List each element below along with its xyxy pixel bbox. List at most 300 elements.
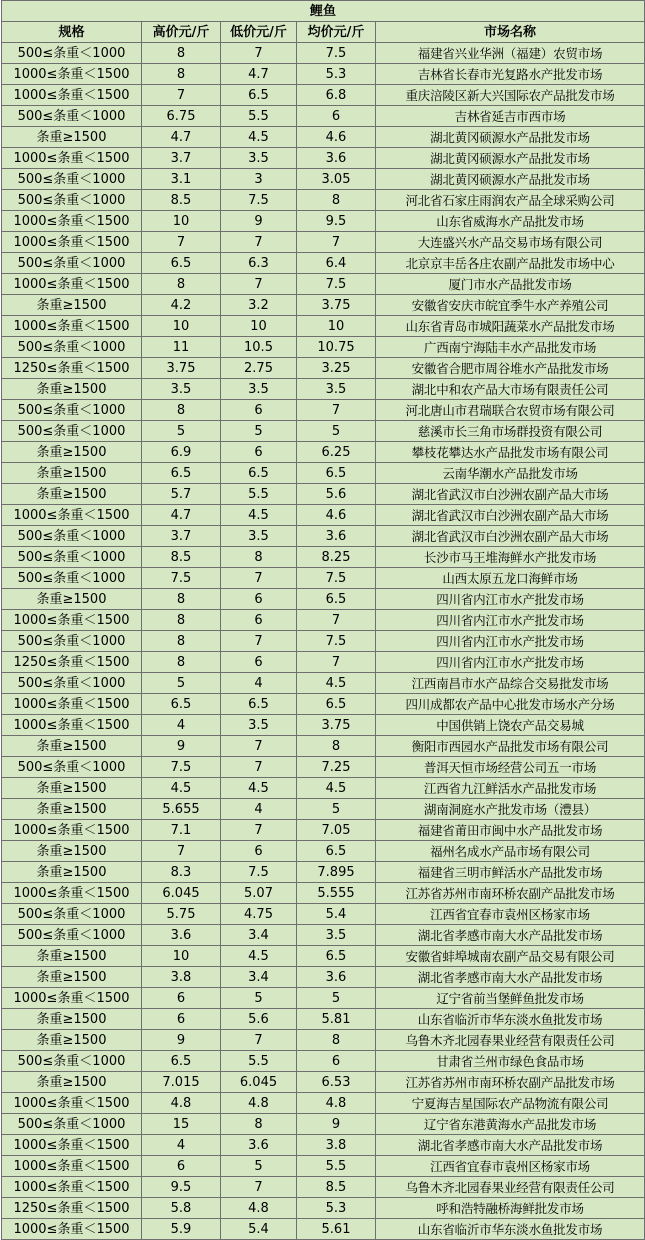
table-row	[2, 631, 645, 652]
avg-price-cell: 4.5	[297, 673, 376, 694]
spec-cell: 500≤条重＜1000	[2, 43, 142, 64]
table-title-row	[2, 1, 645, 22]
high-price-cell: 6.9	[142, 442, 221, 463]
table-row	[2, 400, 645, 421]
avg-price-cell: 6.5	[297, 463, 376, 484]
market-cell: 安徽省蚌埠城南农副产品交易有限公司	[376, 946, 645, 967]
table-row	[2, 757, 645, 778]
avg-price-cell: 3.6	[297, 967, 376, 988]
table-row	[2, 736, 645, 757]
high-price-cell: 6	[142, 988, 221, 1009]
table-row	[2, 295, 645, 316]
market-cell: 湖北中和农产品大市场有限责任公司	[376, 379, 645, 400]
market-cell: 安徽省合肥市周谷堆水产品批发市场	[376, 358, 645, 379]
table-row	[2, 232, 645, 253]
high-price-cell: 3.5	[142, 379, 221, 400]
spec-cell: 500≤条重＜1000	[2, 253, 142, 274]
high-price-cell: 6.75	[142, 106, 221, 127]
table-row	[2, 673, 645, 694]
avg-price-cell: 7.5	[297, 631, 376, 652]
market-cell: 江苏省苏州市南环桥农副产品批发市场	[376, 883, 645, 904]
avg-price-cell: 3.8	[297, 1135, 376, 1156]
table-row	[2, 442, 645, 463]
market-cell: 广西南宁海陆丰水产品批发市场	[376, 337, 645, 358]
spec-cell: 1250≤条重＜1500	[2, 358, 142, 379]
market-cell: 辽宁省东港黄海水产品批发市场	[376, 1114, 645, 1135]
low-price-cell: 9	[221, 211, 297, 232]
avg-price-cell: 3.75	[297, 295, 376, 316]
low-price-cell: 5.5	[221, 1051, 297, 1072]
high-price-cell: 3.6	[142, 925, 221, 946]
low-price-cell: 7	[221, 43, 297, 64]
market-cell: 普洱天恒市场经营公司五一市场	[376, 757, 645, 778]
column-header-spec: 规格	[2, 22, 142, 43]
high-price-cell: 8	[142, 64, 221, 85]
low-price-cell: 8	[221, 547, 297, 568]
low-price-cell: 4	[221, 799, 297, 820]
spec-cell: 条重≥1500	[2, 967, 142, 988]
market-cell: 湖北省武汉市白沙洲农副产品大市场	[376, 505, 645, 526]
market-cell: 福州名成水产品市场有限公司	[376, 841, 645, 862]
spec-cell: 条重≥1500	[2, 379, 142, 400]
high-price-cell: 5.8	[142, 1198, 221, 1219]
avg-price-cell: 6.5	[297, 841, 376, 862]
table-row	[2, 316, 645, 337]
low-price-cell: 6	[221, 589, 297, 610]
market-cell: 大连盛兴水产品交易市场有限公司	[376, 232, 645, 253]
avg-price-cell: 9.5	[297, 211, 376, 232]
spec-cell: 条重≥1500	[2, 946, 142, 967]
avg-price-cell: 4.6	[297, 127, 376, 148]
avg-price-cell: 5.81	[297, 1009, 376, 1030]
market-cell: 山东省临沂市华东淡水鱼批发市场	[376, 1009, 645, 1030]
low-price-cell: 5	[221, 988, 297, 1009]
avg-price-cell: 3.25	[297, 358, 376, 379]
avg-price-cell: 10	[297, 316, 376, 337]
low-price-cell: 4.5	[221, 505, 297, 526]
low-price-cell: 6.5	[221, 463, 297, 484]
low-price-cell: 7	[221, 736, 297, 757]
spec-cell: 500≤条重＜1000	[2, 106, 142, 127]
spec-cell: 500≤条重＜1000	[2, 631, 142, 652]
avg-price-cell: 7.5	[297, 274, 376, 295]
table-row	[2, 127, 645, 148]
table-row	[2, 358, 645, 379]
low-price-cell: 5	[221, 1156, 297, 1177]
low-price-cell: 4.8	[221, 1093, 297, 1114]
avg-price-cell: 7	[297, 232, 376, 253]
market-cell: 湖北省孝感市南大水产品批发市场	[376, 1135, 645, 1156]
low-price-cell: 5	[221, 421, 297, 442]
table-row	[2, 547, 645, 568]
spec-cell: 条重≥1500	[2, 1030, 142, 1051]
table-row	[2, 1009, 645, 1030]
high-price-cell: 5	[142, 421, 221, 442]
spec-cell: 500≤条重＜1000	[2, 925, 142, 946]
column-header-low-price: 低价元/斤	[221, 22, 297, 43]
low-price-cell: 5.5	[221, 106, 297, 127]
market-cell: 攀枝花攀达水产品批发市场有限公司	[376, 442, 645, 463]
low-price-cell: 8	[221, 1114, 297, 1135]
table-row	[2, 505, 645, 526]
high-price-cell: 3.8	[142, 967, 221, 988]
market-cell: 福建省三明市鲜活水产品批发市场	[376, 862, 645, 883]
table-row	[2, 1114, 645, 1135]
avg-price-cell: 7	[297, 610, 376, 631]
low-price-cell: 2.75	[221, 358, 297, 379]
table-row	[2, 652, 645, 673]
market-cell: 福建省莆田市闽中水产品批发市场	[376, 820, 645, 841]
avg-price-cell: 3.5	[297, 925, 376, 946]
low-price-cell: 10	[221, 316, 297, 337]
high-price-cell: 4.8	[142, 1093, 221, 1114]
low-price-cell: 3	[221, 169, 297, 190]
spec-cell: 1250≤条重＜1500	[2, 1198, 142, 1219]
low-price-cell: 7.5	[221, 862, 297, 883]
spec-cell: 条重≥1500	[2, 862, 142, 883]
spec-cell: 1000≤条重＜1500	[2, 1156, 142, 1177]
low-price-cell: 5.07	[221, 883, 297, 904]
avg-price-cell: 6.25	[297, 442, 376, 463]
spec-cell: 500≤条重＜1000	[2, 190, 142, 211]
high-price-cell: 6.045	[142, 883, 221, 904]
table-row	[2, 799, 645, 820]
avg-price-cell: 3.05	[297, 169, 376, 190]
spec-cell: 500≤条重＜1000	[2, 1114, 142, 1135]
low-price-cell: 6	[221, 610, 297, 631]
high-price-cell: 4	[142, 715, 221, 736]
market-cell: 四川省内江市水产批发市场	[376, 652, 645, 673]
avg-price-cell: 7	[297, 400, 376, 421]
market-cell: 衡阳市西园水产品批发市场有限公司	[376, 736, 645, 757]
avg-price-cell: 7.25	[297, 757, 376, 778]
avg-price-cell: 5	[297, 799, 376, 820]
market-cell: 湖南洞庭水产批发市场（澧县）	[376, 799, 645, 820]
table-body	[2, 43, 645, 1240]
low-price-cell: 4.5	[221, 127, 297, 148]
table-row	[2, 841, 645, 862]
market-cell: 河北唐山市君瑞联合农贸市场有限公司	[376, 400, 645, 421]
market-cell: 四川省内江市水产批发市场	[376, 631, 645, 652]
market-cell: 江苏省苏州市南环桥农副产品批发市场	[376, 1072, 645, 1093]
market-cell: 乌鲁木齐北园春果业经营有限责任公司	[376, 1177, 645, 1198]
table-row	[2, 43, 645, 64]
avg-price-cell: 6	[297, 106, 376, 127]
market-cell: 湖北黄冈硕源水产品批发市场	[376, 169, 645, 190]
high-price-cell: 15	[142, 1114, 221, 1135]
high-price-cell: 4.5	[142, 778, 221, 799]
low-price-cell: 6.3	[221, 253, 297, 274]
market-cell: 江西省九江鲜活水产品批发市场	[376, 778, 645, 799]
spec-cell: 条重≥1500	[2, 295, 142, 316]
table-row	[2, 904, 645, 925]
high-price-cell: 7.5	[142, 568, 221, 589]
table-row	[2, 106, 645, 127]
market-cell: 吉林省延吉市西市场	[376, 106, 645, 127]
spec-cell: 1000≤条重＜1500	[2, 694, 142, 715]
high-price-cell: 4.7	[142, 505, 221, 526]
market-cell: 江西省宜春市袁州区杨家市场	[376, 1156, 645, 1177]
avg-price-cell: 5.5	[297, 1156, 376, 1177]
spec-cell: 1000≤条重＜1500	[2, 148, 142, 169]
market-cell: 福建省兴业华洲（福建）农贸市场	[376, 43, 645, 64]
avg-price-cell: 6.53	[297, 1072, 376, 1093]
spec-cell: 1000≤条重＜1500	[2, 988, 142, 1009]
high-price-cell: 7	[142, 85, 221, 106]
market-cell: 湖北省武汉市白沙洲农副产品大市场	[376, 484, 645, 505]
low-price-cell: 6	[221, 442, 297, 463]
table-row	[2, 211, 645, 232]
spec-cell: 500≤条重＜1000	[2, 421, 142, 442]
low-price-cell: 4.5	[221, 946, 297, 967]
table-row	[2, 568, 645, 589]
spec-cell: 条重≥1500	[2, 463, 142, 484]
spec-cell: 1000≤条重＜1500	[2, 274, 142, 295]
high-price-cell: 3.7	[142, 148, 221, 169]
low-price-cell: 4.8	[221, 1198, 297, 1219]
high-price-cell: 7.5	[142, 757, 221, 778]
table-row	[2, 463, 645, 484]
table-title: 鲤鱼	[2, 1, 645, 22]
low-price-cell: 3.4	[221, 925, 297, 946]
low-price-cell: 7	[221, 631, 297, 652]
avg-price-cell: 4.8	[297, 1093, 376, 1114]
spec-cell: 500≤条重＜1000	[2, 337, 142, 358]
market-cell: 云南华潮水产品批发市场	[376, 463, 645, 484]
table-row	[2, 1177, 645, 1198]
spec-cell: 条重≥1500	[2, 484, 142, 505]
low-price-cell: 7	[221, 232, 297, 253]
table-row	[2, 1198, 645, 1219]
table-row	[2, 946, 645, 967]
high-price-cell: 8	[142, 274, 221, 295]
table-row	[2, 883, 645, 904]
avg-price-cell: 7.5	[297, 43, 376, 64]
market-cell: 河北省石家庄雨润农产品全球采购公司	[376, 190, 645, 211]
low-price-cell: 6	[221, 841, 297, 862]
market-cell: 慈溪市长三角市场群投资有限公司	[376, 421, 645, 442]
spec-cell: 条重≥1500	[2, 778, 142, 799]
spec-cell: 1000≤条重＜1500	[2, 1135, 142, 1156]
avg-price-cell: 7	[297, 652, 376, 673]
low-price-cell: 6.5	[221, 694, 297, 715]
table-row	[2, 190, 645, 211]
high-price-cell: 8	[142, 43, 221, 64]
spec-cell: 500≤条重＜1000	[2, 169, 142, 190]
table-row	[2, 589, 645, 610]
column-header-avg-price: 均价元/斤	[297, 22, 376, 43]
high-price-cell: 8.5	[142, 190, 221, 211]
column-header-high-price: 高价元/斤	[142, 22, 221, 43]
table-row	[2, 967, 645, 988]
high-price-cell: 6.5	[142, 463, 221, 484]
avg-price-cell: 8	[297, 1030, 376, 1051]
high-price-cell: 4.7	[142, 127, 221, 148]
high-price-cell: 10	[142, 211, 221, 232]
low-price-cell: 5.4	[221, 1219, 297, 1240]
spec-cell: 1000≤条重＜1500	[2, 316, 142, 337]
high-price-cell: 4.2	[142, 295, 221, 316]
table-row	[2, 820, 645, 841]
low-price-cell: 7	[221, 820, 297, 841]
spec-cell: 1000≤条重＜1500	[2, 1093, 142, 1114]
low-price-cell: 7	[221, 757, 297, 778]
low-price-cell: 7	[221, 568, 297, 589]
table-row	[2, 148, 645, 169]
avg-price-cell: 7.895	[297, 862, 376, 883]
low-price-cell: 4.7	[221, 64, 297, 85]
avg-price-cell: 9	[297, 1114, 376, 1135]
market-cell: 湖北黄冈硕源水产品批发市场	[376, 148, 645, 169]
avg-price-cell: 4.6	[297, 505, 376, 526]
low-price-cell: 4	[221, 673, 297, 694]
table-row	[2, 1156, 645, 1177]
avg-price-cell: 8.5	[297, 1177, 376, 1198]
market-cell: 江西省宜春市袁州区杨家市场	[376, 904, 645, 925]
table-row	[2, 1030, 645, 1051]
low-price-cell: 6.045	[221, 1072, 297, 1093]
price-table	[1, 0, 645, 1240]
low-price-cell: 3.2	[221, 295, 297, 316]
market-cell: 四川成都农产品中心批发市场水产分场	[376, 694, 645, 715]
high-price-cell: 3.7	[142, 526, 221, 547]
table-row	[2, 610, 645, 631]
market-cell: 山东省临沂市华东淡水鱼批发市场	[376, 1219, 645, 1240]
table-row	[2, 85, 645, 106]
avg-price-cell: 7.05	[297, 820, 376, 841]
high-price-cell: 7.015	[142, 1072, 221, 1093]
avg-price-cell: 3.6	[297, 526, 376, 547]
spec-cell: 500≤条重＜1000	[2, 1051, 142, 1072]
high-price-cell: 8.5	[142, 547, 221, 568]
high-price-cell: 5.7	[142, 484, 221, 505]
market-cell: 山东省青岛市城阳蔬菜水产品批发市场	[376, 316, 645, 337]
high-price-cell: 7	[142, 841, 221, 862]
high-price-cell: 11	[142, 337, 221, 358]
low-price-cell: 6	[221, 652, 297, 673]
low-price-cell: 4.5	[221, 778, 297, 799]
low-price-cell: 3.5	[221, 715, 297, 736]
low-price-cell: 6.5	[221, 85, 297, 106]
avg-price-cell: 5.3	[297, 1198, 376, 1219]
low-price-cell: 7.5	[221, 190, 297, 211]
table-row	[2, 715, 645, 736]
avg-price-cell: 5.3	[297, 64, 376, 85]
high-price-cell: 7	[142, 232, 221, 253]
low-price-cell: 4.75	[221, 904, 297, 925]
high-price-cell: 8	[142, 610, 221, 631]
table-row	[2, 694, 645, 715]
market-cell: 重庆涪陵区新大兴国际农产品批发市场	[376, 85, 645, 106]
spec-cell: 条重≥1500	[2, 589, 142, 610]
low-price-cell: 10.5	[221, 337, 297, 358]
spec-cell: 1000≤条重＜1500	[2, 1177, 142, 1198]
high-price-cell: 9	[142, 1030, 221, 1051]
market-cell: 四川省内江市水产批发市场	[376, 610, 645, 631]
market-cell: 辽宁省前当堡鲜鱼批发市场	[376, 988, 645, 1009]
high-price-cell: 9	[142, 736, 221, 757]
market-cell: 甘肃省兰州市绿色食品市场	[376, 1051, 645, 1072]
avg-price-cell: 3.75	[297, 715, 376, 736]
avg-price-cell: 5.6	[297, 484, 376, 505]
table-row	[2, 484, 645, 505]
high-price-cell: 8	[142, 652, 221, 673]
market-cell: 安徽省安庆市皖宜季牛水产养殖公司	[376, 295, 645, 316]
spec-cell: 1000≤条重＜1500	[2, 64, 142, 85]
spec-cell: 1000≤条重＜1500	[2, 211, 142, 232]
market-cell: 厦门市水产品批发市场	[376, 274, 645, 295]
avg-price-cell: 10.75	[297, 337, 376, 358]
high-price-cell: 8	[142, 400, 221, 421]
high-price-cell: 4	[142, 1135, 221, 1156]
avg-price-cell: 8	[297, 736, 376, 757]
low-price-cell: 7	[221, 1177, 297, 1198]
spec-cell: 条重≥1500	[2, 1009, 142, 1030]
market-cell: 北京京丰岳各庄农副产品批发市场中心	[376, 253, 645, 274]
low-price-cell: 7	[221, 1030, 297, 1051]
market-cell: 长沙市马王堆海鲜水产批发市场	[376, 547, 645, 568]
high-price-cell: 5	[142, 673, 221, 694]
high-price-cell: 10	[142, 316, 221, 337]
table-row	[2, 1072, 645, 1093]
avg-price-cell: 6.4	[297, 253, 376, 274]
spec-cell: 500≤条重＜1000	[2, 568, 142, 589]
high-price-cell: 9.5	[142, 1177, 221, 1198]
avg-price-cell: 3.5	[297, 379, 376, 400]
table-row	[2, 862, 645, 883]
avg-price-cell: 4.5	[297, 778, 376, 799]
avg-price-cell: 6.5	[297, 694, 376, 715]
high-price-cell: 8.3	[142, 862, 221, 883]
spec-cell: 1000≤条重＜1500	[2, 232, 142, 253]
avg-price-cell: 5.61	[297, 1219, 376, 1240]
high-price-cell: 6	[142, 1156, 221, 1177]
table-row	[2, 925, 645, 946]
table-row	[2, 64, 645, 85]
high-price-cell: 6.5	[142, 253, 221, 274]
market-cell: 吉林省长春市光复路水产批发市场	[376, 64, 645, 85]
market-cell: 湖北省孝感市南大水产品批发市场	[376, 925, 645, 946]
market-cell: 湖北黄冈硕源水产品批发市场	[376, 127, 645, 148]
market-cell: 四川省内江市水产批发市场	[376, 589, 645, 610]
avg-price-cell: 6	[297, 1051, 376, 1072]
avg-price-cell: 5	[297, 988, 376, 1009]
low-price-cell: 6	[221, 400, 297, 421]
market-cell: 中国供销上饶农产品交易城	[376, 715, 645, 736]
market-cell: 乌鲁木齐北园春果业经营有限责任公司	[376, 1030, 645, 1051]
high-price-cell: 5.75	[142, 904, 221, 925]
table-row	[2, 274, 645, 295]
high-price-cell: 3.1	[142, 169, 221, 190]
high-price-cell: 3.75	[142, 358, 221, 379]
low-price-cell: 5.6	[221, 1009, 297, 1030]
low-price-cell: 3.5	[221, 148, 297, 169]
spec-cell: 500≤条重＜1000	[2, 904, 142, 925]
avg-price-cell: 5	[297, 421, 376, 442]
avg-price-cell: 6.5	[297, 946, 376, 967]
spec-cell: 条重≥1500	[2, 736, 142, 757]
high-price-cell: 8	[142, 631, 221, 652]
spec-cell: 500≤条重＜1000	[2, 400, 142, 421]
table-row	[2, 1135, 645, 1156]
header-row	[2, 22, 645, 43]
spec-cell: 1000≤条重＜1500	[2, 610, 142, 631]
market-cell: 湖北省孝感市南大水产品批发市场	[376, 967, 645, 988]
low-price-cell: 3.5	[221, 526, 297, 547]
table-row	[2, 1093, 645, 1114]
avg-price-cell: 3.6	[297, 148, 376, 169]
avg-price-cell: 7.5	[297, 568, 376, 589]
